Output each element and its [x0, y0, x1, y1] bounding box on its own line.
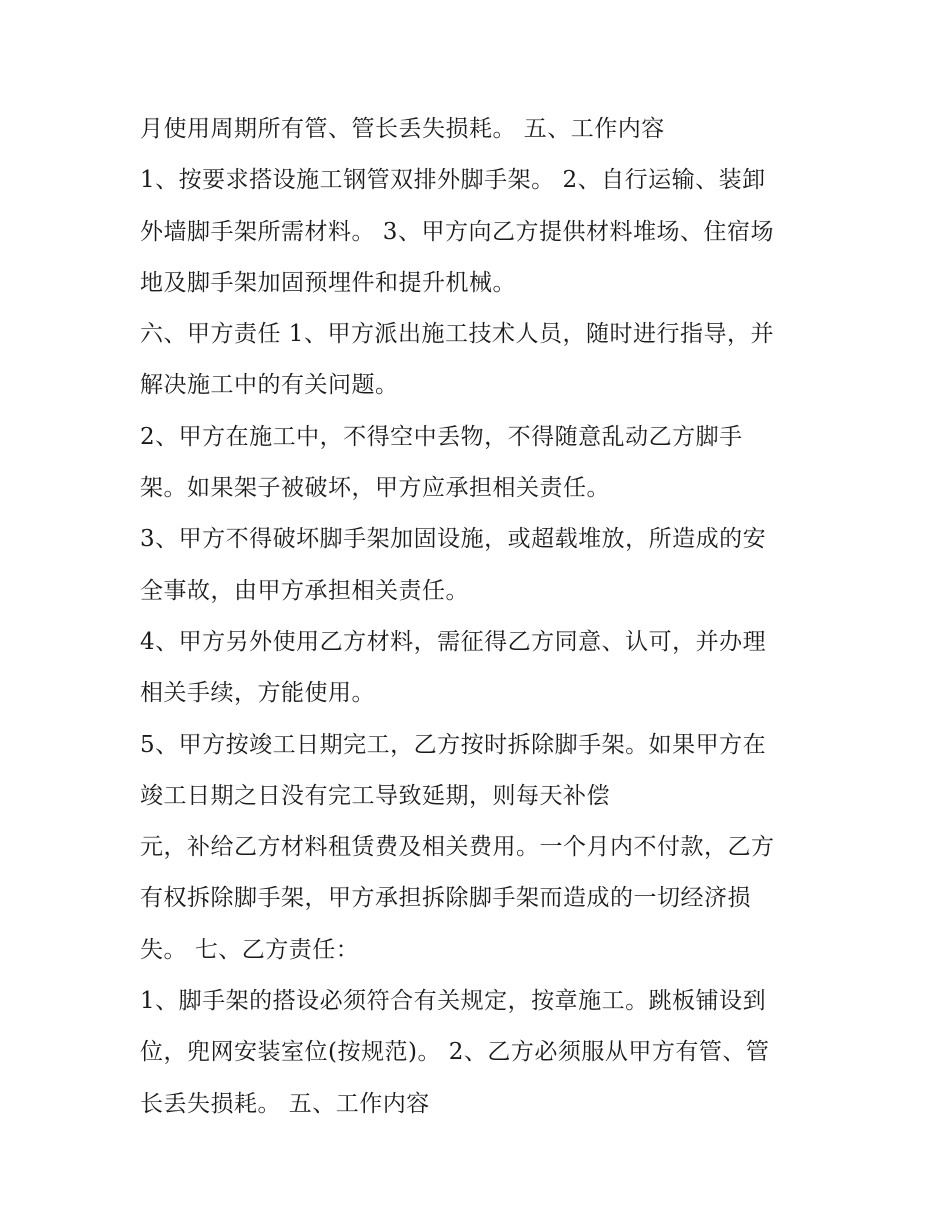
text-line: 5、甲方按竣工日期完工，乙方按时拆除脚手架。如果甲方在 [140, 731, 767, 758]
text-line: 解决施工中的有关问题。 [140, 372, 399, 399]
text-line: 有权拆除脚手架，甲方承担拆除脚手架而造成的一切经济损 [140, 885, 751, 912]
text-line: 长丢失损耗。 五、工作内容 [140, 1090, 430, 1117]
document-body [140, 104, 820, 1130]
text-line: 2、甲方在施工中，不得空中丢物，不得随意乱动乙方脚手 [140, 423, 743, 450]
text-line: 地及脚手架加固预埋件和提升机械。 [140, 269, 516, 296]
text-line: 1、脚手架的搭设必须符合有关规定，按章施工。跳板铺设到 [140, 988, 767, 1015]
text-line: 月使用周期所有管、管长丢失损耗。 五、工作内容 [140, 116, 665, 142]
text-line: 外墙脚手架所需材料。 3、甲方向乙方提供材料堆场、住宿场 [140, 218, 774, 245]
text-line: 位，兜网安装室位(按规范)。 2、乙方必须服从甲方有管、管 [140, 1039, 770, 1066]
text-line: 架。如果架子被破坏，甲方应承担相关责任。 [140, 475, 610, 502]
text-line: 元，补给乙方材料租赁费及相关费用。一个月内不付款，乙方 [140, 834, 775, 861]
text-line: 全事故，由甲方承担相关责任。 [140, 577, 469, 604]
text-line: 失。 七、乙方责任： [140, 936, 360, 963]
text-line: 相关手续，方能使用。 [140, 680, 375, 707]
text-line: 六、甲方责任 1、甲方派出施工技术人员，随时进行指导，并 [140, 321, 774, 348]
text-line: 3、甲方不得破坏脚手架加固设施，或超载堆放，所造成的安 [140, 526, 767, 553]
text-line: 竣工日期之日没有完工导致延期，则每天补偿 [140, 782, 610, 809]
text-line: 4、甲方另外使用乙方材料，需征得乙方同意、认可，并办理 [140, 628, 767, 655]
text-line: 1、按要求搭设施工钢管双排外脚手架。 2、自行运输、装卸 [140, 167, 766, 194]
